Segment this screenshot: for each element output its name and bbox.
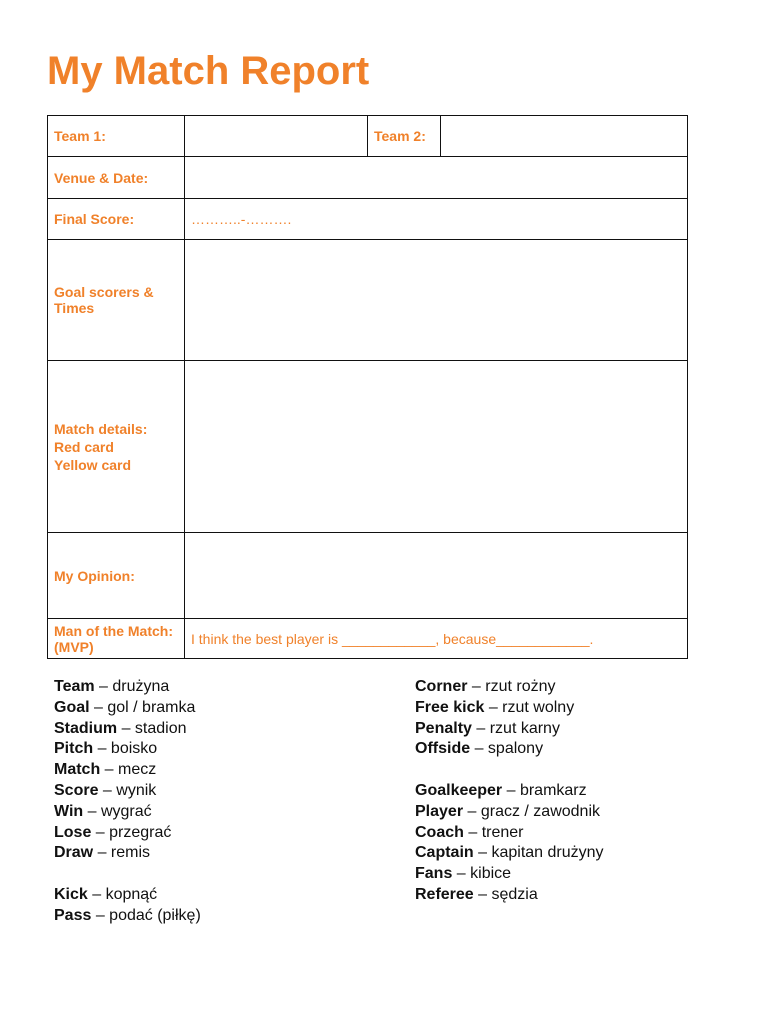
vocab-entry bbox=[54, 906, 201, 927]
vocab-translation: – bramkarz bbox=[502, 781, 587, 799]
vocab-translation: – stadion bbox=[117, 719, 187, 737]
goal-scorers-label bbox=[48, 240, 185, 361]
vocab-entry bbox=[415, 823, 604, 844]
match-details-row bbox=[48, 361, 688, 533]
vocab-term: Draw bbox=[54, 844, 94, 862]
vocab-translation: – remis bbox=[93, 844, 151, 862]
vocab-term: Coach bbox=[415, 823, 464, 841]
vocab-translation: – spalony bbox=[470, 740, 544, 758]
team2-label: Team 2: bbox=[368, 116, 441, 157]
vocab-entry bbox=[415, 781, 604, 802]
vocab-entry bbox=[54, 885, 201, 906]
vocab-term: Goal bbox=[54, 698, 90, 716]
vocab-list-left bbox=[54, 677, 201, 927]
match-details-label-line2: Red card bbox=[54, 438, 114, 455]
vocab-entry bbox=[415, 739, 604, 760]
goal-scorers-label-line2: Times bbox=[54, 300, 95, 316]
team1-label: Team 1: bbox=[48, 116, 185, 157]
vocab-translation: – rzut rożny bbox=[467, 678, 556, 695]
vocab-spacer bbox=[415, 760, 604, 781]
vocab-list-right bbox=[415, 677, 604, 906]
match-details-label bbox=[48, 361, 185, 533]
teams-row bbox=[48, 116, 688, 157]
vocab-translation: – rzut wolny bbox=[484, 698, 575, 716]
final-score-label: Final Score: bbox=[48, 199, 185, 240]
vocab-term: Goalkeeper bbox=[415, 781, 503, 799]
vocab-term: Pitch bbox=[54, 740, 94, 758]
page-title: My Match Report bbox=[47, 49, 370, 93]
vocab-term: Team bbox=[54, 678, 95, 695]
vocab-term: Captain bbox=[415, 844, 474, 862]
vocab-entry bbox=[415, 698, 604, 719]
match-details-label-line1: Match details: bbox=[54, 420, 148, 437]
vocab-entry bbox=[54, 698, 201, 719]
vocab-entry bbox=[415, 802, 604, 823]
vocab-translation: – wygrać bbox=[83, 802, 152, 820]
vocab-term: Corner bbox=[415, 678, 468, 695]
opinion-row bbox=[48, 533, 688, 619]
vocab-entry bbox=[415, 885, 604, 906]
opinion-field[interactable] bbox=[185, 533, 688, 619]
vocab-entry bbox=[415, 677, 604, 698]
vocab-entry bbox=[54, 719, 201, 740]
vocab-translation: – drużyna bbox=[94, 678, 170, 695]
motm-field[interactable]: I think the best player is ____________, because____________. bbox=[185, 619, 688, 659]
vocab-translation: – podać (piłkę) bbox=[91, 906, 201, 924]
vocab-translation: – kibice bbox=[452, 865, 512, 883]
vocab-term: Player bbox=[415, 802, 464, 820]
vocab-entry bbox=[54, 843, 201, 864]
vocab-entry bbox=[54, 677, 201, 698]
vocab-term: Penalty bbox=[415, 719, 472, 737]
vocab-term: Win bbox=[54, 802, 84, 820]
vocab-translation: – kapitan drużyny bbox=[473, 844, 604, 862]
venue-row bbox=[48, 157, 688, 199]
match-details-field[interactable] bbox=[185, 361, 688, 533]
vocab-term: Free kick bbox=[415, 698, 485, 716]
vocab-entry bbox=[54, 802, 201, 823]
vocab-term: Lose bbox=[54, 823, 92, 841]
venue-date-field[interactable] bbox=[185, 157, 688, 199]
motm-label bbox=[48, 619, 185, 659]
vocab-translation: – gol / bramka bbox=[89, 698, 196, 716]
vocab-entry bbox=[415, 719, 604, 740]
vocab-entry bbox=[415, 864, 604, 885]
venue-date-label: Venue & Date: bbox=[48, 157, 185, 199]
vocab-term: Pass bbox=[54, 906, 92, 924]
motm-label-line2: (MVP) bbox=[54, 638, 94, 655]
vocab-translation: – rzut karny bbox=[471, 719, 560, 737]
vocab-entry bbox=[54, 760, 201, 781]
vocab-term: Offside bbox=[415, 740, 471, 758]
vocab-entry bbox=[54, 823, 201, 844]
match-report-form bbox=[47, 115, 688, 659]
vocab-entry bbox=[54, 781, 201, 802]
vocab-spacer bbox=[54, 864, 201, 885]
vocab-term: Referee bbox=[415, 885, 474, 903]
vocab-entry bbox=[415, 843, 604, 864]
vocab-term: Stadium bbox=[54, 719, 118, 737]
vocab-translation: – wynik bbox=[98, 781, 157, 799]
vocab-entry bbox=[54, 739, 201, 760]
final-score-field[interactable]: ………..-………. bbox=[185, 199, 688, 240]
vocab-term: Fans bbox=[415, 865, 453, 883]
vocab-term: Score bbox=[54, 781, 99, 799]
vocab-translation: – boisko bbox=[93, 740, 158, 758]
opinion-label: My Opinion: bbox=[48, 533, 185, 619]
match-details-label-line3: Yellow card bbox=[54, 456, 132, 473]
goal-scorers-label-line1: Goal scorers & bbox=[54, 284, 154, 300]
vocab-term: Match bbox=[54, 761, 101, 779]
motm-label-line1: Man of the Match: bbox=[54, 622, 173, 639]
vocab-translation: – kopnąć bbox=[87, 885, 158, 903]
goal-scorers-row bbox=[48, 240, 688, 361]
vocab-translation: – sędzia bbox=[473, 885, 538, 903]
vocab-translation: – mecz bbox=[100, 761, 157, 779]
final-score-row bbox=[48, 199, 688, 240]
vocab-translation: – gracz / zawodnik bbox=[463, 802, 600, 820]
vocab-term: Kick bbox=[54, 885, 88, 903]
vocab-translation: – przegrać bbox=[91, 823, 172, 841]
motm-row bbox=[48, 619, 688, 659]
goal-scorers-field[interactable] bbox=[185, 240, 688, 361]
team2-field[interactable] bbox=[441, 116, 688, 157]
vocab-translation: – trener bbox=[463, 823, 524, 841]
team1-field[interactable] bbox=[185, 116, 368, 157]
